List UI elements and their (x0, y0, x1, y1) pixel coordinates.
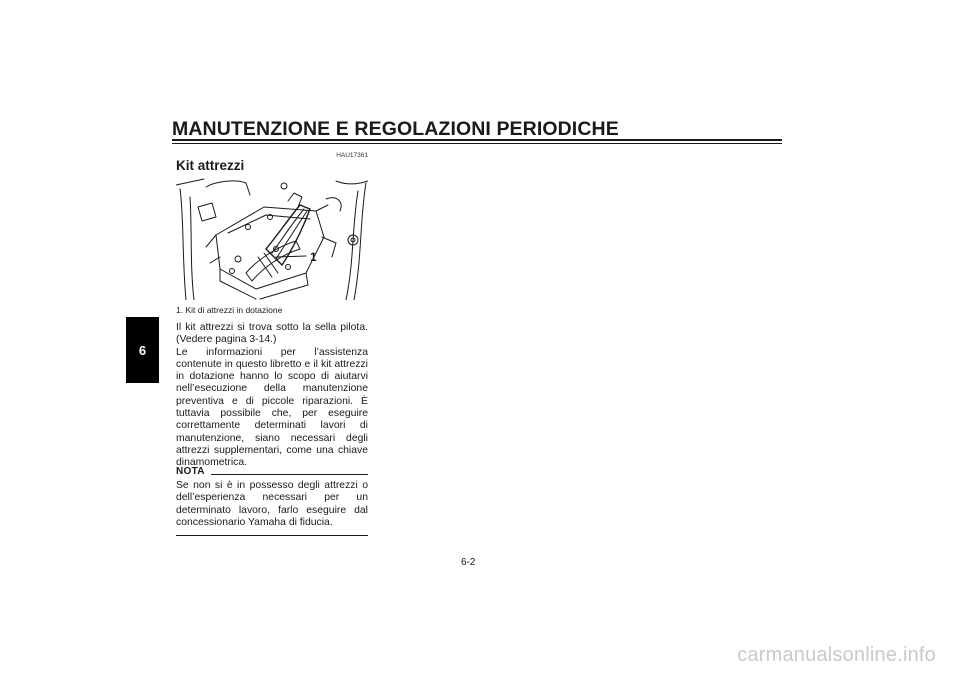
figure-callout: 1 (310, 250, 317, 264)
paragraph: Il kit attrezzi si trova sotto la sella pilota. (Vedere pagina 3-14.) (176, 322, 368, 346)
header-rule-thin (172, 143, 782, 144)
chapter-number: 6 (138, 342, 147, 358)
paragraph: Le informazioni per l’assistenza contenute in questo libretto e il kit attrezzi in dotazione hanno lo scopo di aiutarvi nell’esecuzione della manutenzione preventiva e di piccole riparazioni. È tuttavia possibile che, per eseguire correttamente determinati lavori di manutenzione, siano necessari degli attrezzi supplementari, come una chiave dinamometrica. (176, 346, 368, 469)
note-header (176, 466, 368, 477)
body-text (176, 322, 368, 470)
page-title: MANUTENZIONE E REGOLAZIONI PERIODICHE (172, 118, 619, 140)
note-text: Se non si è in possesso degli attrezzi o dell’esperienza necessari per un determinato lavoro, farlo eseguire dal concessionario Yamaha di fiducia. (176, 480, 368, 528)
watermark: carmanualsonline.info (737, 644, 936, 666)
note-block (176, 466, 368, 536)
reference-code: HAU17361 (336, 152, 368, 159)
page-number: 6-2 (461, 557, 476, 568)
note-rule (211, 474, 368, 475)
section-title: Kit attrezzi (176, 158, 245, 173)
figure-caption: 1. Kit di attrezzi in dotazione (176, 305, 283, 315)
note-label: NOTA (176, 466, 205, 477)
header-rule (172, 139, 782, 141)
note-bottom-rule (176, 535, 368, 536)
chapter-tab (126, 317, 159, 383)
tool-kit-illustration (176, 177, 368, 300)
